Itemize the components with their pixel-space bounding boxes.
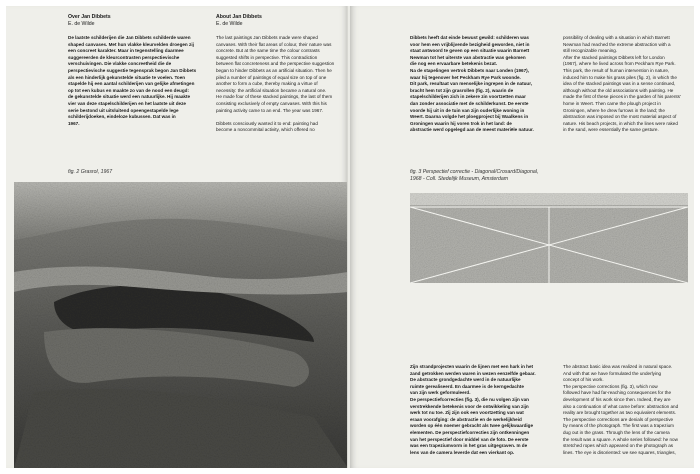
text-line: De abstracte grondgedachte werd in de natuurlijke	[410, 377, 521, 383]
text-line: He made four of these stacked paintings, the last of them	[216, 94, 333, 100]
en-intro-text	[216, 35, 346, 134]
text-line: schilderijdoeken, eindeloze kubussen. Dat was in	[68, 114, 176, 120]
left-page	[6, 6, 348, 468]
text-line: induced him to make his grass piles (fig. 2), in which the	[563, 74, 677, 80]
text-line: The perspective corrections (fig. 3), which now	[563, 383, 658, 389]
text-line: stapelde hij een aantal schilderijen van gelijke afmetingen	[68, 81, 195, 87]
text-line: van het perspectief door middel van de foto. De eerste	[410, 436, 529, 442]
text-line: Groningen waarin hij voren trok in het land: de	[410, 120, 512, 126]
text-line: concept of his work.	[563, 377, 604, 383]
text-line: The abstract basic idea was realized in natural space.	[563, 364, 673, 369]
nl-body-text	[410, 35, 556, 134]
figure-caption: fig. 2 Grasrol, 1967	[68, 169, 113, 175]
text-line: concrete. But at the same time the colour contrasts	[216, 48, 320, 54]
text-line: Newman had reached the extreme abstraction with a	[563, 41, 671, 47]
text-line: Dibbets consciously wanted it to end: painting had	[216, 120, 318, 126]
text-line: Groningen, where he drew furrows in the land; the	[563, 107, 665, 113]
text-line: die nog een ervaarbare betekenis bezat.	[410, 61, 498, 67]
text-line: abstraction was imposed on the most material aspect of	[563, 114, 677, 120]
text-line: This park, the result of human intervention in nature,	[563, 67, 670, 73]
text-line: painting activity came to an end. The year was 1967.	[216, 107, 324, 113]
text-line: dan zonder associatie met de schilderkunst. De eerste	[410, 100, 529, 106]
text-line: also a continuation of what came before: abstraction and	[563, 403, 679, 409]
text-line: necessity: the artificial situation became a natural one.	[216, 87, 327, 93]
text-line: werk tot nu toe. Zij zijn ook een voortzetting van wat	[410, 410, 524, 416]
text-line: de gekunstelde situatie werd een natuurlijke. Hij maakte	[68, 94, 191, 100]
perspective-correction-photo	[410, 193, 688, 283]
text-line: Na de stapelingen vertrok Dibbets naar Londen (1967),	[410, 67, 529, 73]
text-line: in the sand, were essentially the same gesture.	[563, 127, 659, 133]
text-line: Zijn strandprojecten waarin de lijnen met een hark in het	[410, 364, 534, 369]
text-line: consisting exclusively of empty canvases. With this his	[216, 100, 327, 106]
text-line: elementen. De perspectiefcorrecties zijn ontkenningen	[410, 429, 530, 435]
nl-bottom-text	[410, 364, 556, 456]
text-line: lens van de camera leverde dat een vierkant op.	[410, 449, 515, 455]
text-line: another to form a cube, thereby making a virtue of	[216, 81, 318, 87]
text-line: between flat concreteness and the perspective suggestion	[216, 61, 335, 67]
text-line: by means of the photograph. The first was a trapezium	[563, 423, 674, 429]
text-line: vier van deze stapelschilderijen en het laatste uit deze	[68, 100, 186, 106]
text-line: reality are brought together as two equivalent elements.	[563, 410, 677, 416]
text-line: abstractie werd opgelegd aan de meest materiële natuur.	[410, 127, 534, 133]
text-line: although without the old associations with painting. He	[563, 87, 674, 93]
text-line: serie bestond uit uitsluitend opeengestapelde lege	[68, 107, 179, 113]
text-line: verstrekkende betekenis voor de ontwikkeling van zijn	[410, 403, 529, 409]
text-line: Newman tot het uiterste van abstractie was gekomen	[410, 54, 526, 60]
nl-intro-text	[68, 35, 208, 127]
text-line: The perspective corrections are denials of perspective	[563, 416, 674, 422]
text-line: Dit park, resultaat van menselijke ingrepen in de natuur,	[410, 81, 533, 87]
text-line: canvases. With their flat areas of colour, their nature was	[216, 41, 332, 47]
text-line: After the stacked paintings Dibbets left for London	[563, 54, 665, 60]
text-line: een concreet karakter. Maar in tegenstelling daarmee	[68, 48, 184, 54]
text-line: Dibbets heeft dat einde bewust gewild: schilderen was	[410, 35, 529, 40]
text-line: op tot een kubus en maakte zo van de nood een deugd:	[68, 87, 189, 93]
text-line: 1967.	[68, 120, 80, 126]
text-line: was een trapeziumvorm in het gras uitgegraven. In de	[410, 443, 528, 449]
text-line: idea of the stacked paintings was in a sense continued,	[563, 81, 676, 87]
en-body-text	[563, 35, 691, 134]
text-line: ruimte gerealiseerd. En daarmee is de kerngedachte	[410, 383, 524, 389]
en-heading: About Jan Dibbets	[216, 14, 262, 20]
text-line: The last paintings Jan Dibbets made were shaped	[216, 35, 318, 40]
text-line: Weert. Daarna volgde het ploegproject bij Waalkens in	[410, 114, 529, 120]
text-line: the result was a square. A whole series followed: he now	[563, 436, 678, 442]
text-line: als een hinderlijk gekunstelde situatie te voelen. Toen	[68, 74, 186, 80]
text-line: perspectievische suggestie tegensprak begon Jan Dibbets	[68, 67, 197, 73]
text-line: possibility of dealing with a situation in which Barnett	[563, 35, 670, 40]
text-line: home in Weert. Then came the plough project in	[563, 100, 661, 106]
text-line: followed have had far-reaching consequences for the	[563, 390, 672, 396]
en-author: E. de Wilde	[216, 20, 243, 27]
text-line: still recognizable meaning.	[563, 48, 618, 54]
text-line: waar hij tegenover het Peckham Rye Park woonde.	[410, 74, 521, 80]
text-line: lines. The eye is disoriented: we see squares, triangles,	[563, 449, 676, 455]
text-line: dug out in the grass. Through the lens of the camera	[563, 429, 670, 435]
text-line: verschuivingen. Die vlakke concreetheid die de	[68, 61, 172, 67]
text-line: voor hem een vrijblijvende bezigheid geworden, niet in	[410, 41, 530, 47]
text-line: van zijn werk geformuleerd.	[410, 390, 471, 396]
text-line: eraan voorafging: de abstractie en de werkelijkheid	[410, 416, 522, 422]
grass-roll-photo	[14, 182, 348, 468]
text-line: suggested shifts in perspective. This contradiction	[216, 54, 318, 60]
text-line: shaped canvases. Met hun vlakke kleurvelden droegen zij	[68, 41, 194, 47]
text-line: nature. His beach projects, in which the lines were raked	[563, 120, 678, 126]
text-line: development of his work since then. Indeed, they are	[563, 396, 671, 402]
text-line: And with that we have formulated the underlying	[563, 370, 662, 376]
text-line: suggereerden de kleurcontrasten perspectievische	[68, 54, 180, 60]
figure-caption-line-2: 1968 - Coll. Stedelijk Museum, Amsterdam	[410, 175, 509, 182]
text-line: De laatste schilderijen die Jan Dibbets schilderde waren	[68, 35, 191, 40]
text-line: began to hinder Dibbets as an artificial situation. Then he	[216, 67, 332, 73]
text-line: zand getrokken werden waren in wezen eenzelfde gebaar.	[410, 370, 536, 376]
text-line: bracht hem tot zijn grasrollen (fig. 2), waarin de	[410, 87, 514, 93]
figure-caption: fig. 3 Perspectief correctie - Diagonal/Crosard/Diagonal,	[410, 169, 539, 175]
text-line: De perspectiefcorrecties (fig. 3), die nu volgen zijn van	[410, 396, 529, 402]
text-line: made the first of these pieces in the garden of his parents'	[563, 94, 681, 100]
text-line: voorde hij uit in de tuin van zijn ouderlijke woning in	[410, 107, 525, 113]
text-line: become a noncommital activity, which offered no	[216, 127, 315, 133]
right-page	[350, 6, 694, 468]
nl-author: E. de Wilde	[68, 20, 95, 27]
text-line: stretched ropes which appeared on the photograph as	[563, 443, 674, 449]
text-line: staat antwoord te geven op een situatie waarin Barnett	[410, 48, 530, 54]
text-line: worden op één noemer gebracht als twee gelijkwaardige	[410, 423, 534, 429]
nl-heading: Over Jan Dibbets	[68, 14, 111, 20]
text-line: piled a number of paintings of equal size on top of one	[216, 74, 327, 80]
text-line: stapelschilderijen zich in zekere zin voortzetten maar	[410, 94, 526, 100]
text-line: (1967), where he lived across from Peckham Rye Park.	[563, 61, 676, 67]
en-bottom-text	[563, 364, 691, 456]
